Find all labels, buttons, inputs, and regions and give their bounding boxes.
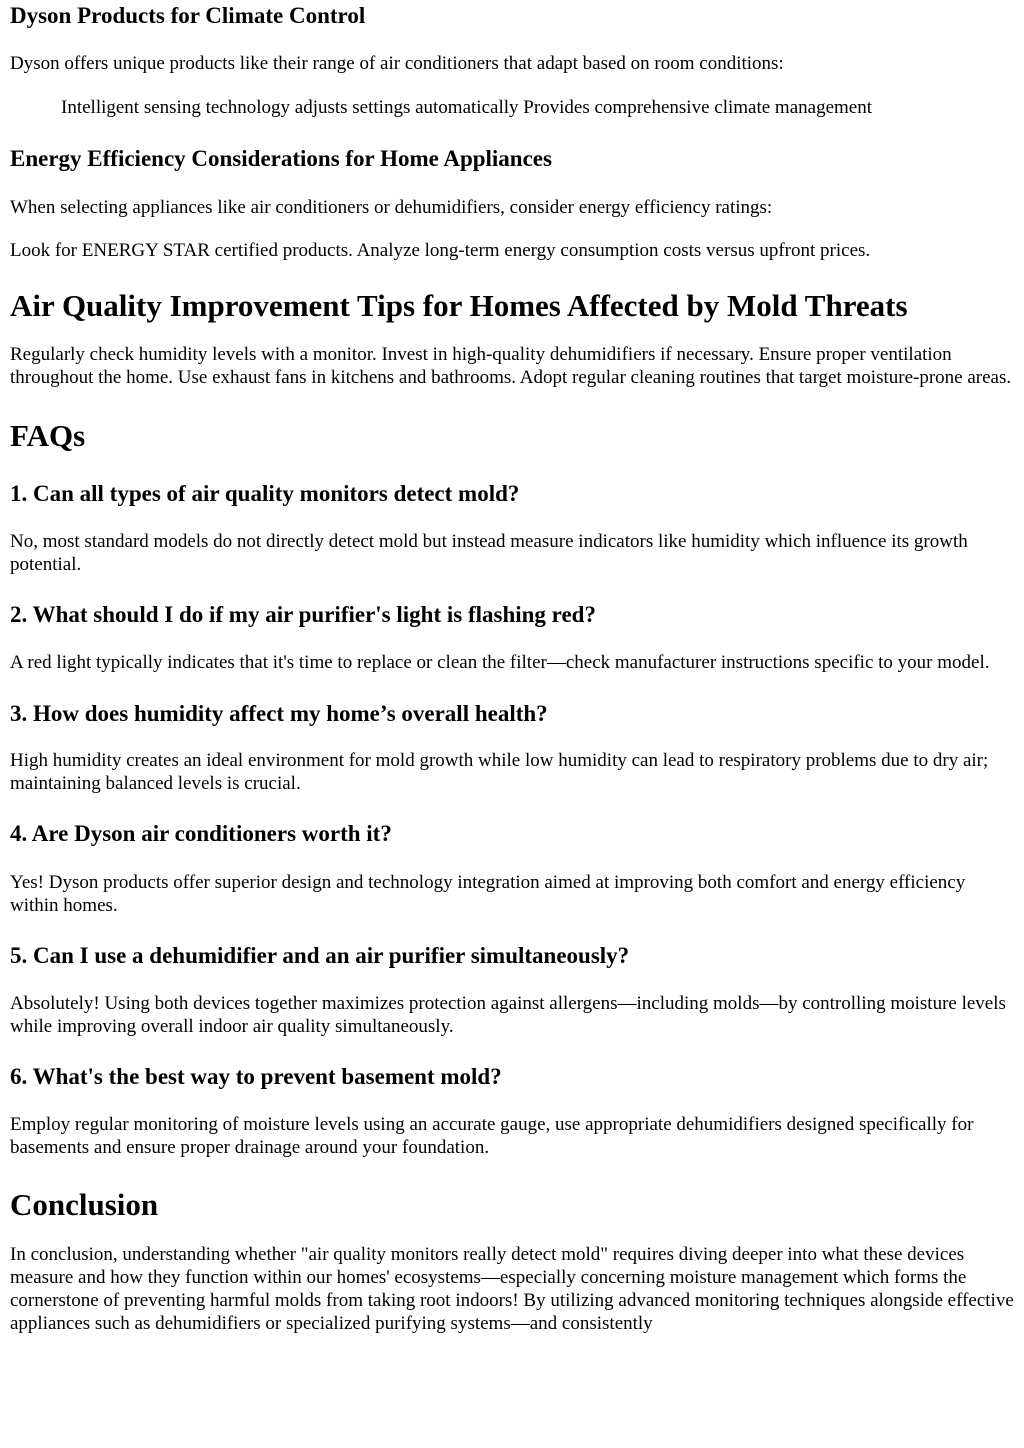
dyson-intro: Dyson offers unique products like their range of air conditioners that adapt based on room conditions: bbox=[10, 53, 784, 74]
tips-heading: Air Quality Improvement Tips for Homes Affected by Mold Threats bbox=[10, 288, 908, 323]
faqs-heading: FAQs bbox=[10, 418, 86, 453]
conclusion-body: In conclusion, understanding whether "air quality monitors really detect mold" requires diving deeper into what these devices measure and how they function within our homes' ecosystems—especially concerning moisture management which forms the cornerstone of preventing harmful molds from taking root indoors! By utilizing advanced monitoring techniques alongside effective appliances such as dehumidifiers or specialized purifying systems—and consistently bbox=[10, 1244, 1014, 1334]
faq-question-1: 1. Can all types of air quality monitors detect mold? bbox=[10, 481, 520, 506]
faq-question-5: 5. Can I use a dehumidifier and an air purifier simultaneously? bbox=[10, 943, 630, 968]
faq-question-2: 2. What should I do if my air purifier's light is flashing red? bbox=[10, 602, 596, 627]
faq-question-6: 6. What's the best way to prevent basement mold? bbox=[10, 1064, 502, 1089]
conclusion-heading: Conclusion bbox=[10, 1187, 159, 1222]
faq-answer-4: Yes! Dyson products offer superior design and technology integration aimed at improving both comfort and energy efficiency within homes. bbox=[10, 872, 966, 916]
faq-answer-6: Employ regular monitoring of moisture levels using an accurate gauge, use appropriate dehumidifiers designed specifically for basements and ensure proper drainage around your foundation. bbox=[10, 1114, 974, 1158]
dyson-quote: Intelligent sensing technology adjusts settings automatically Provides comprehensive climate management bbox=[61, 97, 872, 118]
energy-body: Look for ENERGY STAR certified products. Analyze long-term energy consumption costs versus upfront prices. bbox=[10, 240, 871, 261]
tips-body: Regularly check humidity levels with a monitor. Invest in high-quality dehumidifiers if necessary. Ensure proper ventilation throughout the home. Use exhaust fans in kitchens and bathrooms. Adopt regular cleaning routines that target moisture-prone areas. bbox=[10, 344, 1012, 388]
energy-intro: When selecting appliances like air conditioners or dehumidifiers, consider energy efficiency ratings: bbox=[10, 197, 773, 218]
faq-answer-1: No, most standard models do not directly detect mold but instead measure indicators like humidity which influence its growth potential. bbox=[10, 531, 968, 575]
dyson-heading: Dyson Products for Climate Control bbox=[10, 3, 366, 28]
article-page bbox=[0, 2, 1024, 1335]
energy-heading: Energy Efficiency Considerations for Home Appliances bbox=[10, 146, 552, 171]
faq-answer-3: High humidity creates an ideal environment for mold growth while low humidity can lead to respiratory problems due to dry air; maintaining balanced levels is crucial. bbox=[10, 750, 989, 794]
faq-question-3: 3. How does humidity affect my home’s overall health? bbox=[10, 701, 548, 726]
faq-answer-5: Absolutely! Using both devices together maximizes protection against allergens—including molds—by controlling moisture levels while improving overall indoor air quality simultaneously. bbox=[10, 993, 1006, 1037]
faq-question-4: 4. Are Dyson air conditioners worth it? bbox=[10, 821, 392, 846]
faq-answer-2: A red light typically indicates that it's time to replace or clean the filter—check manufacturer instructions specific to your model. bbox=[10, 652, 990, 673]
